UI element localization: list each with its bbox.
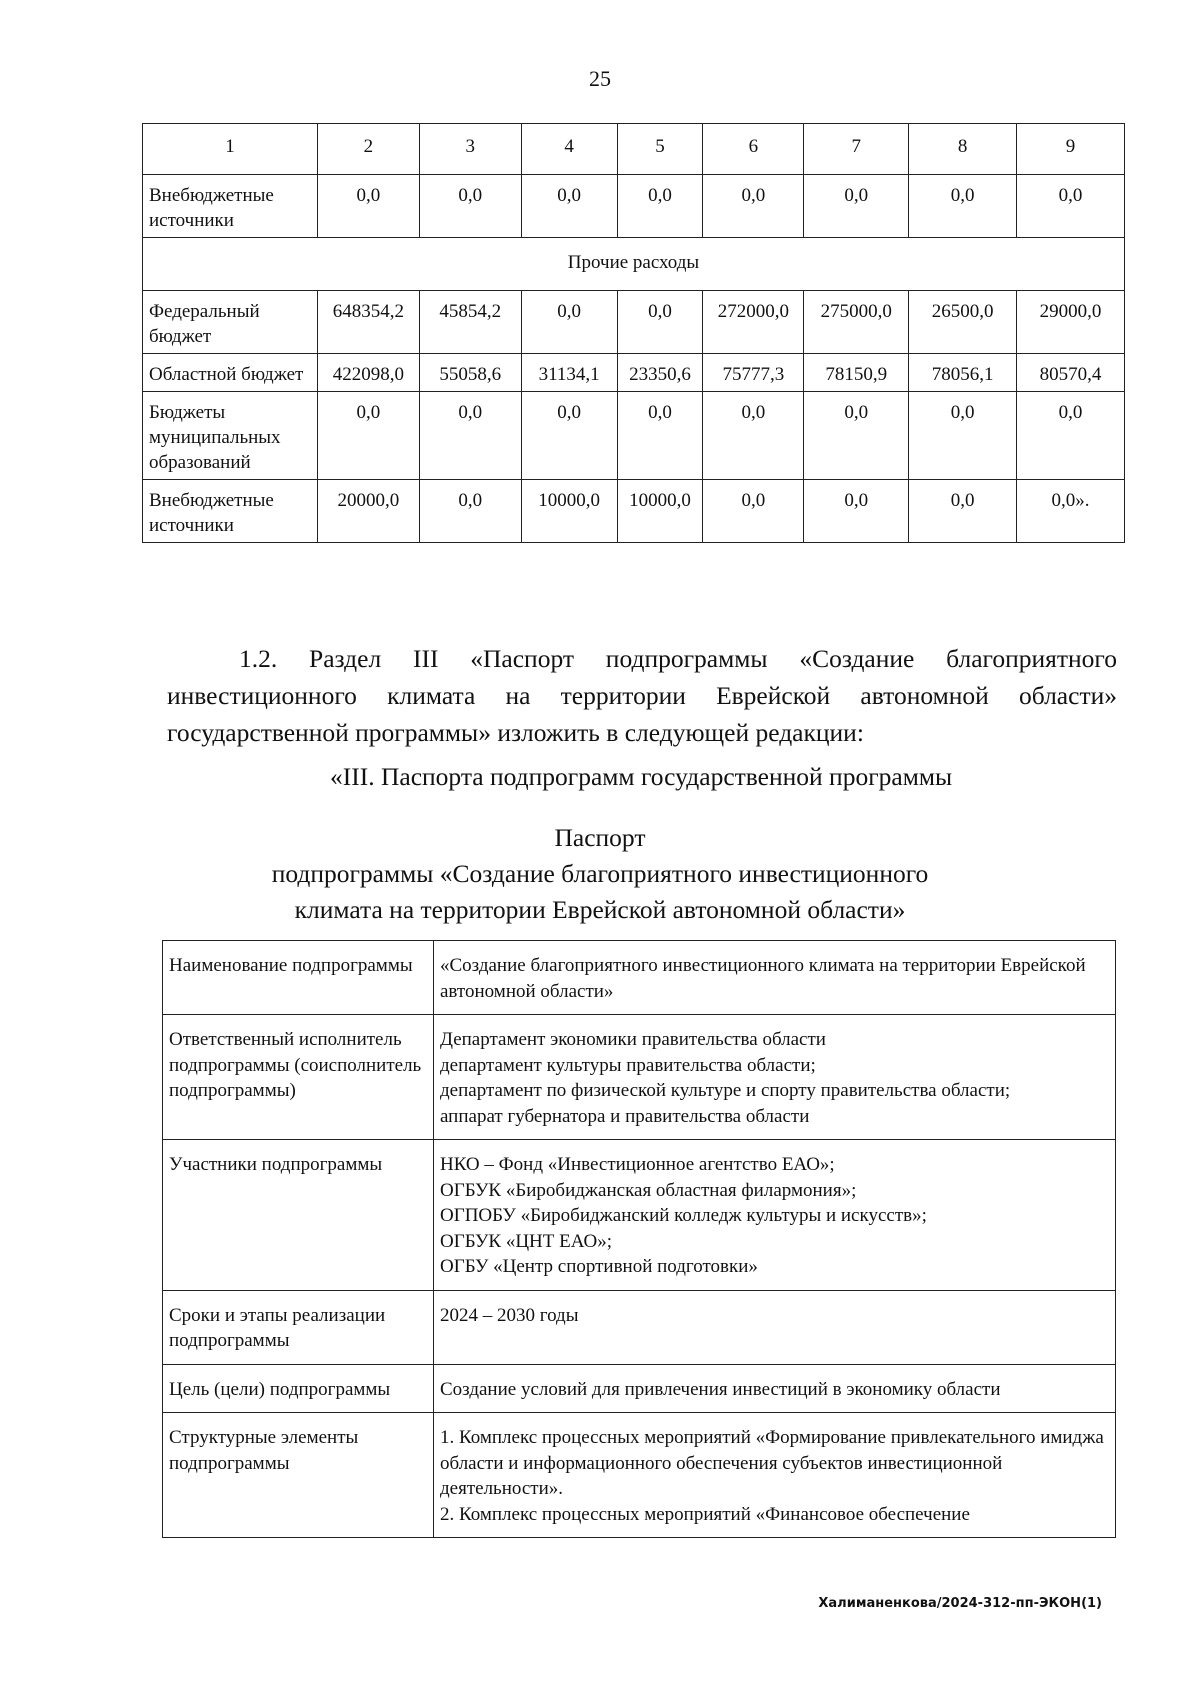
table-cell: 10000,0 xyxy=(521,480,617,543)
table-cell: 0,0 xyxy=(909,175,1017,238)
amendment-paragraph: 1.2. Раздел III «Паспорт подпрограммы «Создание благоприятного инвестиционного климата на территории Еврейской автономной области» государственной программы» изложить в следующей редакции: xyxy=(167,644,1117,747)
table-cell: 78150,9 xyxy=(804,354,909,392)
passport-row xyxy=(163,1290,1116,1364)
passport-title-line: климата на территории Еврейской автономной области» xyxy=(294,895,906,924)
table-cell: 0,0 xyxy=(617,392,703,480)
passport-value-line: 2. Комплекс процессных мероприятий «Финансовое обеспечение xyxy=(440,1503,970,1525)
table-row xyxy=(143,175,1125,238)
passport-label: Структурные элементы подпрограммы xyxy=(163,1413,434,1538)
passport-row xyxy=(163,1015,1116,1140)
table-cell: 0,0 xyxy=(317,392,419,480)
row-label: Бюджеты муниципальных образований xyxy=(143,392,318,480)
column-number: 8 xyxy=(909,124,1017,175)
table-cell: 0,0 xyxy=(909,392,1017,480)
passport-value xyxy=(434,941,1116,1015)
table-cell: 0,0 xyxy=(703,175,804,238)
table-cell: 0,0». xyxy=(1017,480,1125,543)
table-cell: 0,0 xyxy=(617,175,703,238)
column-number: 1 xyxy=(143,124,318,175)
passport-value xyxy=(434,1015,1116,1140)
passport-row xyxy=(163,1140,1116,1291)
passport-value-line: 1. Комплекс процессных мероприятий «Формирование привлекательного имиджа области и информационного обеспечения субъектов инвестиционной деятельности». xyxy=(440,1427,1104,1499)
passport-value-line: ОГПОБУ «Биробиджанский колледж культуры и искусств»; xyxy=(440,1205,927,1226)
passport-value-line: ОГБУК «ЦНТ ЕАО»; xyxy=(440,1230,613,1252)
passport-value-line: ОГБУ «Центр спортивной подготовки» xyxy=(440,1256,758,1277)
budget-table xyxy=(142,123,1125,543)
table-cell: 10000,0 xyxy=(617,480,703,543)
table-cell: 26500,0 xyxy=(909,291,1017,354)
passport-value xyxy=(434,1364,1116,1413)
column-number: 6 xyxy=(703,124,804,175)
table-row xyxy=(143,354,1125,392)
passport-value xyxy=(434,1140,1116,1291)
table-cell: 0,0 xyxy=(909,480,1017,543)
table-cell: 75777,3 xyxy=(703,354,804,392)
row-label: Внебюджетные источники xyxy=(143,175,318,238)
column-number: 7 xyxy=(804,124,909,175)
section-title: Прочие расходы xyxy=(143,238,1125,291)
passport-label: Цель (цели) подпрограммы xyxy=(163,1364,434,1413)
table-cell: 0,0 xyxy=(703,480,804,543)
passport-label: Наименование подпрограммы xyxy=(163,941,434,1015)
passport-label: Ответственный исполнитель подпрограммы (соисполнитель подпрограммы) xyxy=(163,1015,434,1140)
table-cell: 0,0 xyxy=(1017,175,1125,238)
table-cell: 0,0 xyxy=(521,392,617,480)
table-section-row xyxy=(143,238,1125,291)
table-cell: 275000,0 xyxy=(804,291,909,354)
table-cell: 29000,0 xyxy=(1017,291,1125,354)
passport-row xyxy=(163,1364,1116,1413)
table-cell: 78056,1 xyxy=(909,354,1017,392)
table-cell: 0,0 xyxy=(419,392,521,480)
table-cell: 55058,6 xyxy=(419,354,521,392)
column-number: 5 xyxy=(617,124,703,175)
passport-value-line: департамент культуры правительства области; xyxy=(440,1054,816,1076)
table-cell: 0,0 xyxy=(804,480,909,543)
page-number: 25 xyxy=(589,66,611,91)
passport-value-line: Департамент экономики правительства области xyxy=(440,1029,826,1050)
table-cell: 0,0 xyxy=(419,480,521,543)
section-heading: «III. Паспорта подпрограмм государственной программы xyxy=(330,762,953,791)
table-row xyxy=(143,291,1125,354)
column-number: 2 xyxy=(317,124,419,175)
passport-table xyxy=(162,940,1116,1538)
passport-title xyxy=(0,820,1200,928)
table-cell: 0,0 xyxy=(703,392,804,480)
table-cell: 23350,6 xyxy=(617,354,703,392)
table-cell: 0,0 xyxy=(804,392,909,480)
column-number: 3 xyxy=(419,124,521,175)
table-cell: 20000,0 xyxy=(317,480,419,543)
row-label: Федеральный бюджет xyxy=(143,291,318,354)
column-number: 4 xyxy=(521,124,617,175)
table-cell: 0,0 xyxy=(521,175,617,238)
table-row xyxy=(143,392,1125,480)
passport-value-line: НКО – Фонд «Инвестиционное агентство ЕАО»; xyxy=(440,1154,835,1175)
table-cell: 0,0 xyxy=(317,175,419,238)
table-cell: 0,0 xyxy=(617,291,703,354)
table-row xyxy=(143,480,1125,543)
passport-title-line: подпрограммы «Создание благоприятного инвестиционного xyxy=(271,859,929,888)
passport-label: Участники подпрограммы xyxy=(163,1140,434,1291)
column-number: 9 xyxy=(1017,124,1125,175)
passport-value-line: ОГБУК «Биробиджанская областная филармония»; xyxy=(440,1179,857,1201)
passport-value xyxy=(434,1413,1116,1538)
passport-value-line: департамент по физической культуре и спорту правительства области; xyxy=(440,1080,1011,1101)
passport-title-line: Паспорт xyxy=(554,823,646,852)
passport-row xyxy=(163,941,1116,1015)
table-cell: 0,0 xyxy=(1017,392,1125,480)
table-cell: 31134,1 xyxy=(521,354,617,392)
table-cell: 45854,2 xyxy=(419,291,521,354)
table-cell: 0,0 xyxy=(419,175,521,238)
passport-value-line: Создание условий для привлечения инвестиций в экономику области xyxy=(440,1378,1001,1400)
passport-value-line: аппарат губернатора и правительства области xyxy=(440,1105,810,1127)
document-code: Халиманенкова/2024-312-пп-ЭКОН(1) xyxy=(818,1596,1102,1611)
table-cell: 80570,4 xyxy=(1017,354,1125,392)
passport-value-line: 2024 – 2030 годы xyxy=(440,1304,579,1326)
table-cell: 0,0 xyxy=(804,175,909,238)
table-cell: 422098,0 xyxy=(317,354,419,392)
table-cell: 648354,2 xyxy=(317,291,419,354)
table-cell: 0,0 xyxy=(521,291,617,354)
table-cell: 272000,0 xyxy=(703,291,804,354)
passport-row xyxy=(163,1413,1116,1538)
passport-value xyxy=(434,1290,1116,1364)
table-header-row xyxy=(143,124,1125,175)
row-label: Внебюджетные источники xyxy=(143,480,318,543)
passport-label: Сроки и этапы реализации подпрограммы xyxy=(163,1290,434,1364)
row-label: Областной бюджет xyxy=(143,354,318,392)
passport-value-line: «Создание благоприятного инвестиционного климата на территории Еврейской автономной области» xyxy=(440,955,1086,1002)
